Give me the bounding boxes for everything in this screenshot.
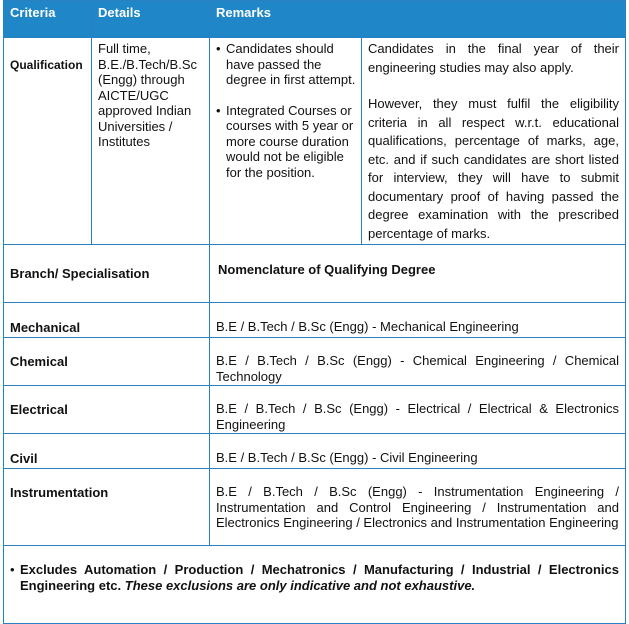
branch-header-row (4, 245, 626, 303)
table-row (4, 434, 626, 469)
list-item: • Candidates should have passed the degree in first attempt. (214, 41, 357, 88)
table-row (4, 303, 626, 338)
eligibility-table (3, 0, 626, 624)
branch-header-label: Branch/ Specialisation (10, 266, 150, 281)
qualification-row (4, 38, 626, 245)
table-row (4, 386, 626, 434)
qualification-bullets (214, 41, 357, 180)
branch-name: Mechanical (10, 320, 81, 335)
header-details: Details (92, 1, 210, 38)
footer-row (4, 546, 626, 624)
table-header-row (4, 1, 626, 38)
table-row (4, 338, 626, 386)
header-remarks: Remarks (210, 1, 626, 38)
branch-degree: B.E / B.Tech / B.Sc (Engg) - Instrumentation Engineering / Instrumentation and Control Engineering / Instrumentation and Electronics Engineering / Electronics and Instrumentation Engineering (210, 469, 626, 546)
branch-degree: B.E / B.Tech / B.Sc (Engg) - Chemical Engineering / Chemical Technology (210, 338, 626, 386)
exclusions-italic-text: These exclusions are only indicative and not exhaustive. (124, 577, 476, 593)
qualification-label: Qualification (10, 58, 83, 72)
qualification-details: Full time, B.E./B.Tech/B.Sc (Engg) through AICTE/UGC approved Indian Universities / Institutes (98, 41, 197, 149)
exclusions-bold-text: Excludes Automation / Production / Mechatronics / Manufacturing / Industrial / Electronics Engineering etc. (20, 562, 619, 593)
branch-name: Chemical (10, 354, 68, 369)
exclusions-note (10, 562, 619, 593)
remarks-paragraph-2: However, they must fulfil the eligibility criteria in all respect w.r.t. educational qualifications, percentage of marks, age, etc. and if such candidates are short listed for interview, they will have to submit documentary proof of having passed the degree examination with the prescribed percentage of marks. (368, 96, 619, 241)
eligibility-table-page (3, 0, 625, 618)
branch-name: Electrical (10, 402, 68, 417)
branch-degree: B.E / B.Tech / B.Sc (Engg) - Mechanical Engineering (210, 303, 626, 338)
nomenclature-header: Nomenclature of Qualifying Degree (218, 262, 436, 277)
branch-degree: B.E / B.Tech / B.Sc (Engg) - Civil Engineering (210, 434, 626, 469)
branch-degree: B.E / B.Tech / B.Sc (Engg) - Electrical / Electrical & Electronics Engineering (210, 386, 626, 434)
remarks-paragraph-1: Candidates in the final year of their engineering studies may also apply. (368, 41, 619, 75)
branch-name: Instrumentation (10, 485, 109, 500)
list-item: • Integrated Courses or courses with 5 year or more course duration would not be eligible for the position. (214, 103, 357, 181)
header-criteria: Criteria (4, 1, 92, 38)
bullet-icon: • (10, 562, 15, 577)
table-row (4, 469, 626, 546)
branch-name: Civil (10, 451, 38, 466)
